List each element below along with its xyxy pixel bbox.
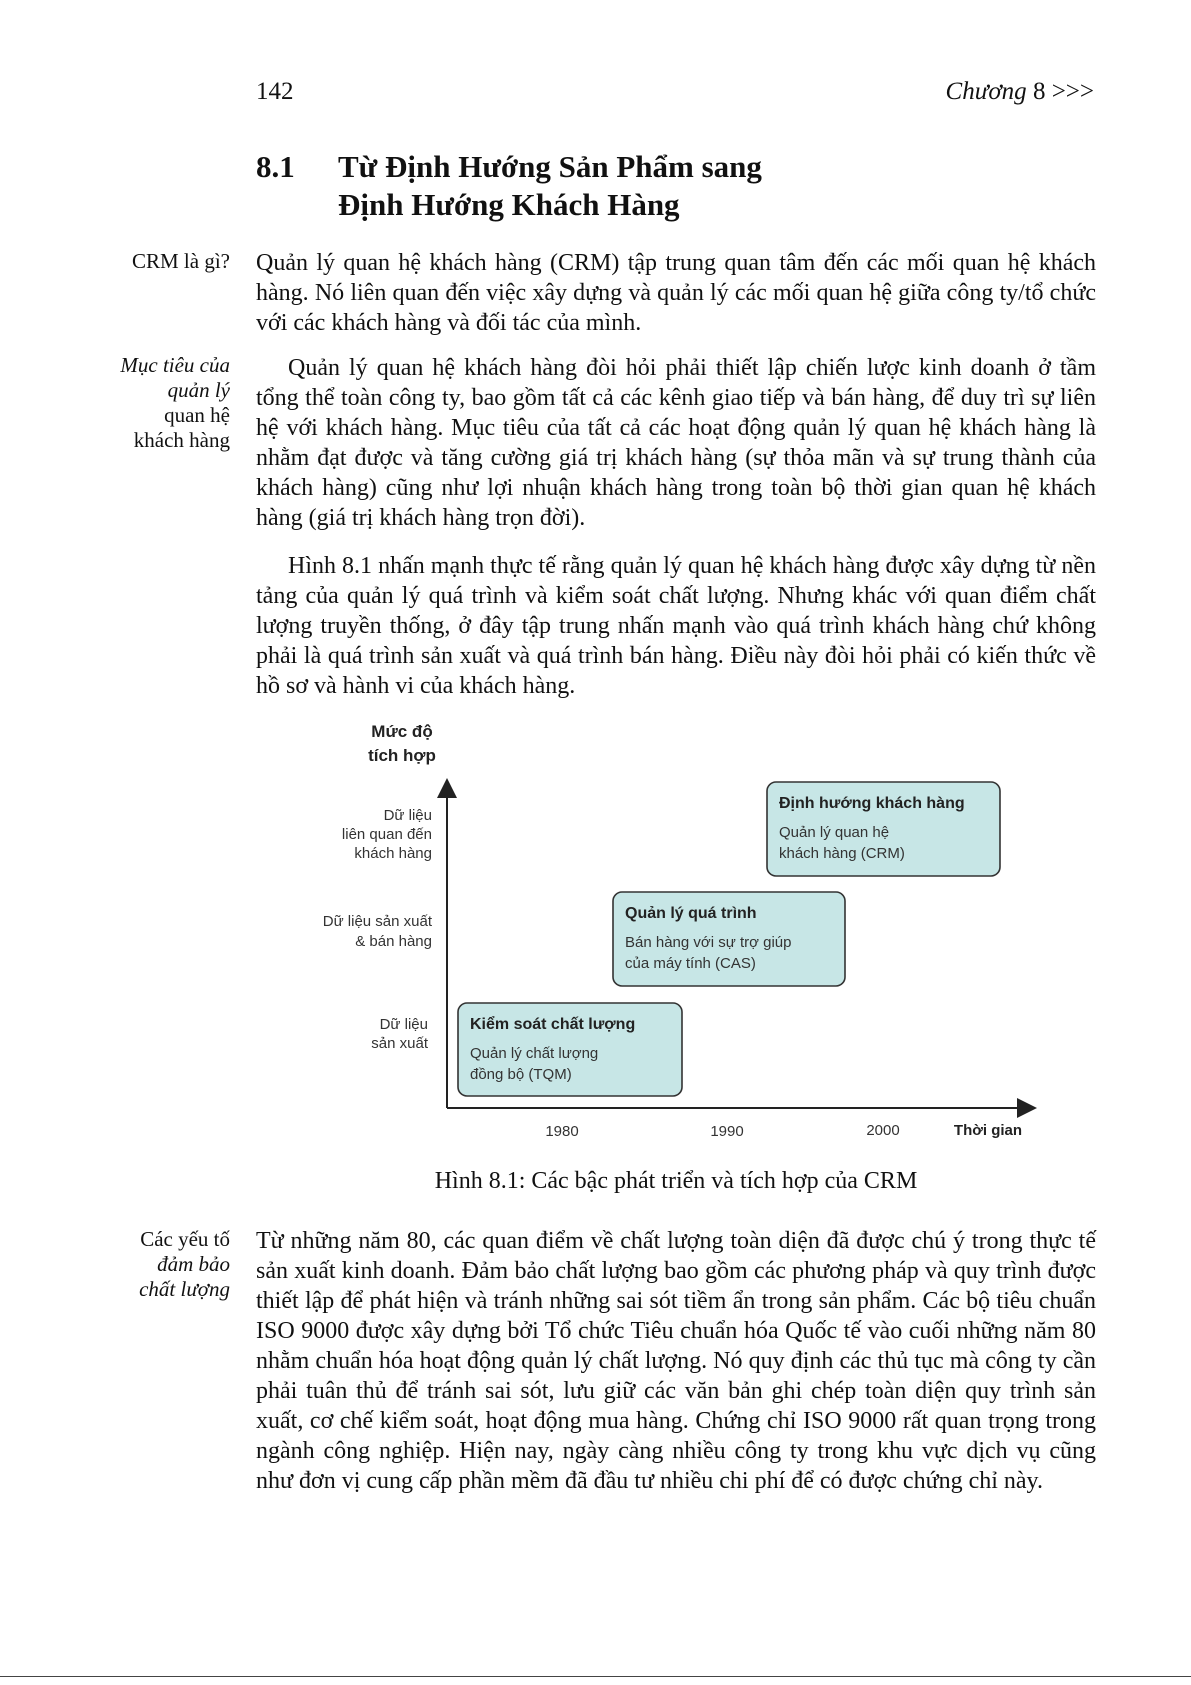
figure-caption: Hình 8.1: Các bậc phát triển và tích hợp của CRM — [434, 1168, 918, 1194]
margin-note-line: Mục tiêu của — [120, 353, 230, 377]
paragraph-quality-iso: Từ những năm 80, các quan điểm về chất lượng toàn diện đã được chú ý trong thực tế sản xuất kinh doanh. Đảm bảo chất lượng bao gồm các phương pháp và quy trình được thiết lập để phát hiện và tránh những sai sót tiềm ẩn trong sản phẩm. Các bộ tiêu chuẩn ISO 9000 được xây dựng bởi Tổ chức Tiêu chuẩn hóa Quốc tế vào cuối những năm 80 nhằm chuẩn hóa hoạt động quản lý chất lượng. Nó quy định các thủ tục mà công ty cần phải tuân thủ để tránh sai sót, lưu giữ các văn bản ghi chép toàn diện quy trình sản xuất, cơ chế kiểm soát, hoạt động mua hàng. Chứng chỉ ISO 9000 rất quan trọng trong ngành công nghiệp. Hiện nay, ngày càng nhiều công ty trong khu vực dịch vụ cũng như đơn vị cung cấp phần mềm đã đầu tư nhiều chi phí để có được chứng chỉ này. — [256, 1228, 1096, 1494]
paragraph-figure-intro: Hình 8.1 nhấn mạnh thực tế rằng quản lý quan hệ khách hàng được xây dựng từ nền tảng của quản lý quá trình và kiểm soát chất lượng. Nhưng khác với quan điểm chất lượng truyền thống, ở đây tập trung nhấn mạnh vào quá trình khách hàng chứ không phải là quá trình sản xuất và quá trình bán hàng. Điều này đòi hỏi phải có kiến thức về hồ sơ và hành vi của khách hàng. — [256, 553, 1096, 699]
box-quality-control-title: Kiểm soát chất lượng — [470, 1016, 636, 1033]
x-tick-1980: 1980 — [545, 1123, 579, 1140]
figure-diagram — [300, 720, 1050, 1150]
margin-note-crm-what — [90, 249, 230, 274]
margin-note-line: quan hệ — [164, 403, 230, 427]
margin-note-crm-goal — [90, 353, 230, 453]
section-title — [256, 148, 762, 224]
page-number: 142 — [256, 78, 294, 105]
section-number: 8.1 — [256, 149, 295, 184]
margin-note-line: khách hàng — [133, 428, 230, 452]
box-customer-orientation-title: Định hướng khách hàng — [779, 795, 965, 812]
section-title-line1: Từ Định Hướng Sản Phẩm sang — [338, 149, 762, 184]
box-quality-control-line1: Quản lý chất lượng — [470, 1045, 599, 1062]
x-tick-1990: 1990 — [710, 1123, 744, 1140]
box-quality-control-line2: đồng bộ (TQM) — [470, 1066, 572, 1083]
y-level-sales-line1: Dữ liệu sản xuất — [322, 913, 432, 930]
footer-rule — [0, 1676, 1191, 1677]
box-process-management-line2: của máy tính (CAS) — [625, 955, 756, 972]
paragraph-crm-definition: Quản lý quan hệ khách hàng (CRM) tập trung quan tâm đến các mối quan hệ khách hàng. Nó liên quan đến việc xây dựng và quản lý các mối quan hệ giữa công ty/tổ chức với các khách hàng và đối tác của mình. — [256, 250, 1096, 336]
box-customer-orientation-line1: Quản lý quan hệ — [779, 824, 890, 841]
box-customer-orientation-line2: khách hàng (CRM) — [779, 845, 905, 862]
y-level-customer-line2: liên quan đến — [341, 826, 432, 843]
figure-crm-integration — [300, 720, 1050, 1150]
y-level-customer-line3: khách hàng — [354, 845, 432, 862]
paragraph-crm-goal: Quản lý quan hệ khách hàng đòi hỏi phải thiết lập chiến lược kinh doanh ở tầm tổng thể toàn công ty, bao gồm tất cả các kênh giao tiếp và bán hàng, để duy trì sự liên hệ với khách hàng. Mục tiêu của tất cả các hoạt động quản lý quan hệ khách hàng là nhằm đạt được và tăng cường giá trị khách hàng (sự thỏa mãn và sự trung thành của khách hàng) cũng như lợi nhuận khách hàng trong toàn bộ thời gian quan hệ khách hàng (giá trị khách hàng trọn đời). — [256, 355, 1096, 531]
y-level-production-line2: sản xuất — [371, 1035, 428, 1052]
box-process-management-line1: Bán hàng với sự trợ giúp — [625, 934, 792, 951]
y-level-sales-line2: & bán hàng — [355, 933, 432, 950]
y-level-customer-line1: Dữ liệu — [383, 807, 432, 824]
margin-note-line: quản lý — [167, 378, 230, 402]
section-title-line2: Định Hướng Khách Hàng — [338, 187, 680, 222]
margin-note-text: CRM là gì? — [132, 249, 230, 273]
margin-note-quality — [90, 1227, 230, 1302]
x-tick-2000: 2000 — [866, 1122, 900, 1139]
y-level-production-line1: Dữ liệu — [379, 1016, 428, 1033]
y-axis-title-line2: tích hợp — [368, 746, 436, 765]
margin-note-line: Các yếu tố — [140, 1227, 230, 1251]
x-axis-title: Thời gian — [953, 1122, 1023, 1139]
running-head — [946, 78, 1094, 106]
y-axis-title-line1: Mức độ — [371, 722, 433, 741]
box-process-management-title: Quản lý quá trình — [625, 905, 757, 922]
chapter-label: Chương — [945, 78, 1027, 105]
chapter-number: 8 — [1032, 78, 1046, 105]
chapter-arrows: >>> — [1051, 78, 1094, 105]
margin-note-line: đảm bảo — [157, 1252, 230, 1276]
margin-note-line: chất lượng — [139, 1277, 230, 1301]
